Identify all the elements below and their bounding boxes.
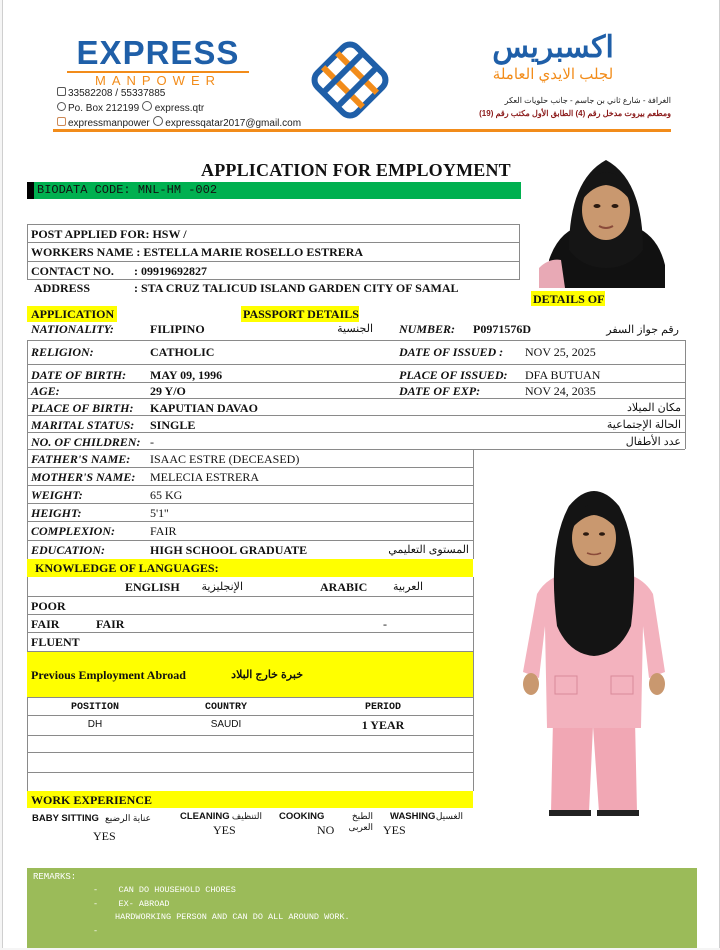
skill-washing-value: YES: [383, 823, 406, 837]
mailbox-icon: [57, 102, 66, 111]
applicant-full-body-photo: [519, 476, 669, 816]
father-label: FATHER'S NAME:: [31, 452, 131, 466]
contact-label: CONTACT NO.: [31, 264, 114, 278]
address-ar-line-2: ومطعم بيروت مدخل رقم (4) الطابق الأول مكتب رقم (19): [479, 109, 671, 118]
details-of-label: DETAILS OF: [533, 292, 605, 306]
education-ar: المستوى التعليمي: [388, 544, 469, 556]
children-label: NO. OF CHILDREN:: [31, 435, 141, 449]
lang-english-ar: الإنجليزية: [201, 581, 243, 593]
age-value: 29 Y/O: [150, 384, 186, 398]
email-icon: [153, 116, 163, 126]
biodata-code: BIODATA CODE: MNL-HM -002: [37, 183, 218, 197]
passport-details-label: PASSPORT DETAILS: [243, 307, 359, 321]
fair-english-value: FAIR: [96, 617, 125, 631]
prev-row-country: SAUDI: [210, 719, 242, 730]
social-line: expressmanpower expressqatar2017@gmail.com: [57, 116, 301, 131]
page-title: APPLICATION FOR EMPLOYMENT: [201, 160, 511, 180]
education-value: HIGH SCHOOL GRADUATE: [150, 543, 308, 557]
application-label: APPLICATION: [31, 307, 115, 321]
age-label: AGE:: [31, 384, 60, 398]
father-value: ISAAC ESTRE (DECEASED): [150, 452, 300, 466]
previous-employment-title: Previous Employment Abroad: [31, 668, 186, 682]
biodata-code-bar: [27, 182, 521, 199]
company-emblem-icon: [308, 38, 392, 122]
education-label: EDUCATION:: [31, 543, 106, 557]
skill-washing-ar: الغسيل: [435, 811, 463, 821]
marital-ar: الحالة الإجتماعية: [606, 419, 681, 431]
religion-value: CATHOLIC: [150, 345, 215, 359]
date-exp-label: DATE OF EXP:: [399, 384, 481, 398]
complexion-label: COMPLEXION:: [31, 524, 116, 538]
pob-ar: مكان الميلاد: [626, 402, 681, 414]
level-fair: FAIR: [31, 617, 60, 631]
address-ar-block: [441, 94, 671, 120]
address-value: : STA CRUZ TALICUD ISLAND GARDEN CITY OF SAMAL: [134, 281, 459, 295]
height-value: 5'1'': [150, 506, 169, 520]
prev-header-country: COUNTRY: [204, 702, 247, 713]
pobox-line: Po. Box 212199 express.qtr: [57, 101, 301, 116]
place-issued-value: DFA BUTUAN: [525, 368, 601, 382]
marital-label: MARITAL STATUS:: [31, 418, 135, 432]
date-exp-value: NOV 24, 2035: [525, 384, 596, 398]
prev-row-period: 1 YEAR: [361, 718, 405, 732]
skill-cooking-value: NO: [317, 823, 335, 837]
company-logo-en: [63, 36, 253, 88]
remarks-title: REMARKS:: [33, 872, 77, 882]
applicant-headshot-photo: [539, 150, 673, 288]
complexion-value: FAIR: [150, 524, 177, 538]
children-ar: عدد الأطفال: [625, 436, 681, 448]
nationality-value: FILIPINO: [150, 322, 205, 336]
date-issued-label: DATE OF ISSUED :: [399, 345, 504, 359]
height-label: HEIGHT:: [31, 506, 82, 520]
skill-cleaning-value: YES: [213, 823, 236, 837]
logo-word-express: EXPRESS: [76, 34, 240, 71]
place-issued-label: PLACE OF ISSUED:: [399, 368, 508, 382]
skill-baby-sitting-ar: عناية الرضيع: [104, 813, 151, 823]
weight-label: WEIGHT:: [31, 488, 83, 502]
nationality-ar: الجنسية: [337, 323, 373, 335]
company-logo-ar: [443, 30, 663, 84]
logo-ar-subtitle: لجلب الايدي العاملة: [492, 66, 614, 83]
logo-word-manpower: MANPOWER: [95, 73, 221, 88]
contact-info-block: [57, 86, 301, 131]
remarks-box: [27, 868, 697, 948]
mother-value: MELECIA ESTRERA: [150, 470, 260, 484]
pob-label: PLACE OF BIRTH:: [31, 401, 134, 415]
marital-value: SINGLE: [150, 418, 196, 432]
lang-arabic-ar: العربية: [392, 581, 423, 593]
level-poor: POOR: [31, 599, 66, 613]
languages-title: KNOWLEDGE OF LANGUAGES:: [35, 561, 219, 575]
skill-baby-sitting-value: YES: [93, 829, 116, 843]
fair-arabic-value: -: [383, 617, 387, 631]
date-issued-value: NOV 25, 2025: [525, 345, 596, 359]
nationality-label: NATIONALITY:: [31, 322, 114, 336]
prev-header-period: PERIOD: [364, 702, 401, 713]
workers-name: WORKERS NAME : ESTELLA MARIE ROSELLO ESTRERA: [31, 245, 364, 259]
skill-baby-sitting-label: BABY SITTING: [32, 813, 99, 824]
remarks-item: - EX- ABROAD: [93, 899, 170, 909]
post-applied-for: POST APPLIED FOR: HSW /: [31, 227, 187, 241]
weight-value: 65 KG: [150, 488, 183, 502]
skill-cooking-ar: الطبخ العربى: [348, 811, 373, 832]
pob-value: KAPUTIAN DAVAO: [150, 401, 258, 415]
address-ar-line-1: الغرافة - شارع ثاني بن جاسم - جانب حلويات العكر: [504, 96, 671, 105]
children-value: -: [150, 435, 154, 449]
lang-arabic: ARABIC: [320, 580, 368, 594]
remarks-item: - CAN DO HOUSEHOLD CHORES: [93, 885, 236, 895]
header-divider: [53, 129, 671, 132]
phone-line: 33582208 / 55337885: [57, 86, 301, 101]
skill-cleaning-label: CLEANING: [180, 811, 230, 822]
remarks-item: -: [93, 926, 99, 936]
prev-header-position: POSITION: [70, 702, 119, 713]
instagram-icon: [57, 117, 66, 126]
address-label: ADDRESS: [34, 281, 91, 295]
skill-cleaning-ar: التنظيف: [231, 811, 262, 821]
dob-label: DATE OF BIRTH:: [31, 368, 127, 382]
previous-employment-title-ar: خبرة خارج البلاد: [231, 669, 303, 681]
religion-label: RELIGION:: [31, 345, 94, 359]
phone-icon: [57, 87, 66, 96]
lang-english: ENGLISH: [125, 580, 180, 594]
passport-number-label: NUMBER:: [399, 322, 456, 336]
application-form: [2, 0, 720, 948]
skill-cooking-label: COOKING: [279, 811, 325, 822]
contact-value: : 09919692827: [134, 264, 207, 278]
facebook-icon: [142, 101, 152, 111]
mother-label: MOTHER'S NAME:: [31, 470, 136, 484]
level-fluent: FLUENT: [31, 635, 80, 649]
skill-washing-label: WASHING: [390, 811, 436, 822]
dob-value: MAY 09, 1996: [150, 368, 223, 382]
passport-number-ar: رقم جواز السفر: [606, 324, 679, 336]
prev-row-position: DH: [87, 719, 103, 730]
remarks-item: HARDWORKING PERSON AND CAN DO ALL AROUND WORK.: [115, 912, 350, 922]
logo-ar-title: اكسبريس: [492, 31, 614, 64]
passport-number-value: P0971576D: [473, 322, 531, 336]
work-experience-title: WORK EXPERIENCE: [31, 793, 153, 807]
